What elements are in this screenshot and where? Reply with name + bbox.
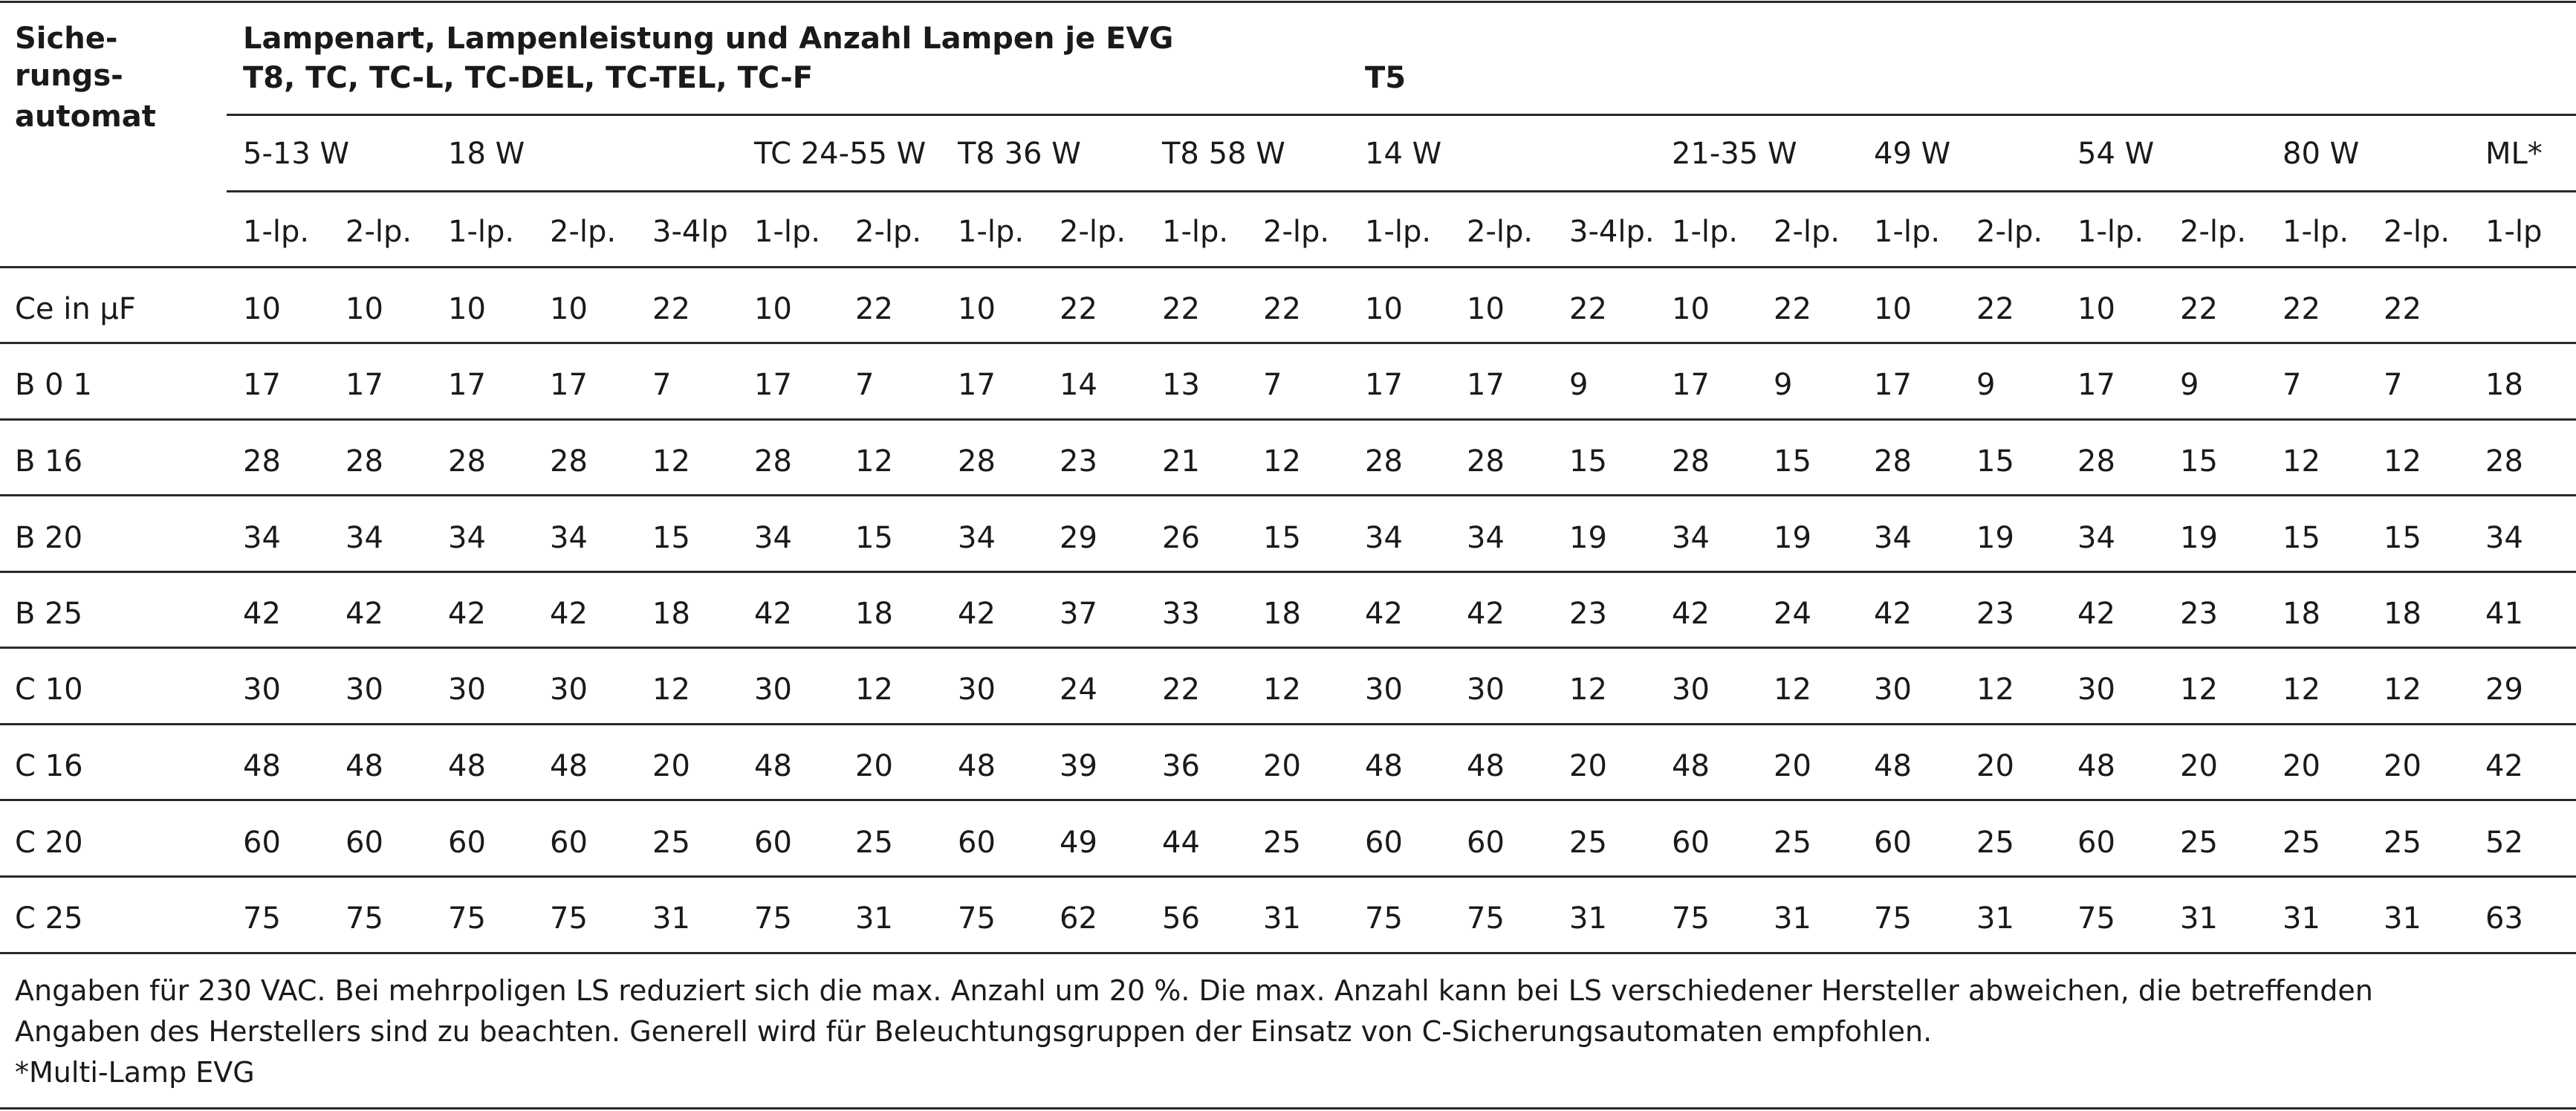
table-cell: 10 [550,292,588,326]
table-cell: 18 [2384,597,2421,631]
lamp-count-header: 2-lp. [2180,215,2247,249]
table-cell: 15 [2384,521,2421,555]
table-cell: 75 [448,901,486,936]
lamp-count-header: 3-4lp. [1569,215,1655,249]
table-cell: 48 [1672,749,1710,783]
table-cell: 13 [1162,368,1200,402]
table-cell: 22 [855,292,893,326]
table-cell: 23 [1060,444,1097,479]
group-header-t8: T8, TC, TC-L, TC-DEL, TC-TEL, TC-F [243,61,814,95]
table-cell: 17 [754,368,792,402]
table-cell: 48 [345,749,383,783]
table-cell: 31 [652,901,690,936]
table-cell: 28 [754,444,792,479]
table-cell: 17 [550,368,588,402]
table-cell: 12 [1263,444,1301,479]
table-cell: 75 [345,901,383,936]
table-cell: 20 [652,749,690,783]
table-cell: 33 [1162,597,1200,631]
table-cell: 48 [958,749,996,783]
table-title: Lampenart, Lampenleistung und Anzahl Lampen je EVG [243,22,1174,56]
table-cell: 7 [1263,368,1282,402]
table-cell: 31 [1263,901,1301,936]
table-cell: 10 [1874,292,1912,326]
table-cell: 34 [2077,521,2115,555]
table-cell: 7 [652,368,672,402]
table-cell: 25 [1976,826,2014,860]
table-cell: 60 [243,826,281,860]
row-label: Ce in µF [15,292,136,326]
rule-top [0,1,2576,3]
table-cell: 15 [2180,444,2218,479]
rule-notes-bottom [0,1107,2576,1110]
table-cell: 41 [2485,597,2523,631]
rule-header-groups [227,114,2576,116]
table-cell: 26 [1162,521,1200,555]
table-cell: 60 [2077,826,2115,860]
table-cell: 42 [448,597,486,631]
lamp-count-header: 2-lp. [345,215,412,249]
row-label: B 25 [15,597,83,631]
table-cell: 42 [243,597,281,631]
table-cell: 42 [958,597,996,631]
table-cell: 48 [550,749,588,783]
table-cell: 12 [2283,673,2320,707]
lamp-count-header: 1-lp. [2077,215,2144,249]
table-cell: 25 [2283,826,2320,860]
table-cell: 10 [448,292,486,326]
table-cell: 15 [1569,444,1607,479]
table-cell: 44 [1162,826,1200,860]
table-cell: 34 [345,521,383,555]
table-cell: 42 [550,597,588,631]
lamp-count-header: 2-lp. [550,215,617,249]
table-cell: 48 [2077,749,2115,783]
table-cell: 12 [1976,673,2014,707]
table-cell: 75 [1365,901,1403,936]
table-cell: 34 [243,521,281,555]
table-cell: 48 [1467,749,1505,783]
table-cell: 17 [1672,368,1710,402]
lamp-count-header: 2-lp. [1774,215,1840,249]
wattage-header: TC 24-55 W [754,137,927,171]
table-cell: 18 [855,597,893,631]
table-cell: 18 [2485,368,2523,402]
table-cell: 14 [1060,368,1097,402]
lamp-count-header: 1-lp. [1365,215,1432,249]
table-cell: 12 [2283,444,2320,479]
table-cell: 25 [2384,826,2421,860]
table-cell: 30 [550,673,588,707]
table-cell: 60 [345,826,383,860]
row-rule [0,723,2576,725]
table-cell: 60 [550,826,588,860]
table-cell: 28 [243,444,281,479]
table-cell: 60 [754,826,792,860]
table-cell: 75 [1874,901,1912,936]
table-cell: 20 [1263,749,1301,783]
table-cell: 75 [550,901,588,936]
table-cell: 28 [2077,444,2115,479]
lamp-count-header: 2-lp. [1976,215,2043,249]
table-cell: 17 [1467,368,1505,402]
table-cell: 20 [1569,749,1607,783]
table-cell: 20 [2384,749,2421,783]
table-cell: 30 [754,673,792,707]
table-cell: 25 [2180,826,2218,860]
table-cell: 56 [1162,901,1200,936]
table-cell: 10 [243,292,281,326]
lamp-count-header: 1-lp [2485,215,2543,249]
table-cell: 42 [345,597,383,631]
lamp-count-header: 1-lp. [243,215,310,249]
table-cell: 9 [1569,368,1589,402]
table-cell: 42 [1467,597,1505,631]
table-cell: 48 [1365,749,1403,783]
lamp-count-header: 1-lp. [754,215,821,249]
table-cell: 10 [2077,292,2115,326]
table-cell: 31 [2180,901,2218,936]
table-cell: 48 [1874,749,1912,783]
table-cell: 60 [958,826,996,860]
table-cell: 22 [1162,292,1200,326]
row-label: C 20 [15,826,83,860]
wattage-header: 54 W [2077,137,2155,171]
table-cell: 36 [1162,749,1200,783]
row-label: B 20 [15,521,83,555]
table-cell: 34 [754,521,792,555]
table-cell: 7 [2384,368,2403,402]
row-rule [0,571,2576,573]
table-cell: 17 [1874,368,1912,402]
table-cell: 22 [1774,292,1811,326]
table-cell: 10 [754,292,792,326]
table-cell: 17 [345,368,383,402]
lamp-count-header: 2-lp. [2384,215,2450,249]
table-cell: 20 [1976,749,2014,783]
table-cell: 12 [1263,673,1301,707]
row-rule [0,875,2576,878]
table-cell: 17 [2077,368,2115,402]
table-cell: 60 [1365,826,1403,860]
table-cell: 31 [2384,901,2421,936]
table-cell: 10 [958,292,996,326]
table-cell: 31 [1976,901,2014,936]
table-cell: 62 [1060,901,1097,936]
table-cell: 29 [1060,521,1097,555]
note-line-3: *Multi-Lamp EVG [15,1056,255,1089]
table-cell: 22 [2283,292,2320,326]
table-cell: 60 [1467,826,1505,860]
table-cell: 34 [550,521,588,555]
table-cell: 30 [2077,673,2115,707]
table-cell: 20 [2180,749,2218,783]
lamp-count-header: 2-lp. [1060,215,1126,249]
table-cell: 21 [1162,444,1200,479]
table-cell: 48 [243,749,281,783]
table-cell: 22 [1569,292,1607,326]
table-cell: 25 [1569,826,1607,860]
table-cell: 22 [1060,292,1097,326]
table-cell: 42 [1672,597,1710,631]
table-cell: 28 [2485,444,2523,479]
row-rule [0,342,2576,344]
table-cell: 23 [1976,597,2014,631]
lamp-count-header: 1-lp. [448,215,515,249]
table-cell: 30 [448,673,486,707]
row-label-header-line-1: Siche- [15,22,118,56]
table-cell: 30 [1874,673,1912,707]
lamp-count-header: 1-lp. [958,215,1025,249]
lamp-count-header: 2-lp. [1263,215,1330,249]
table-cell: 34 [1672,521,1710,555]
note-line-1: Angaben für 230 VAC. Bei mehrpoligen LS reduziert sich die max. Anzahl um 20 %. Die max. Anzahl kann bei LS verschiedener Hersteller abweichen, die betreffenden [15,974,2373,1007]
table-cell: 48 [754,749,792,783]
table-cell: 34 [2485,521,2523,555]
table-cell: 63 [2485,901,2523,936]
table-cell: 9 [1976,368,1996,402]
table-cell: 28 [345,444,383,479]
table-cell: 29 [2485,673,2523,707]
table-cell: 42 [1874,597,1912,631]
table-cell: 17 [958,368,996,402]
table-cell: 18 [652,597,690,631]
table-cell: 30 [958,673,996,707]
table-cell: 25 [1263,826,1301,860]
table-cell: 75 [1672,901,1710,936]
lamp-count-header: 1-lp. [1874,215,1941,249]
table-notes [15,971,2556,1093]
table-cell: 10 [1467,292,1505,326]
table-cell: 31 [1569,901,1607,936]
table-cell: 42 [2485,749,2523,783]
table-cell: 15 [2283,521,2320,555]
table-cell: 37 [1060,597,1097,631]
table-cell: 22 [1976,292,2014,326]
table-cell: 34 [1467,521,1505,555]
table-cell: 12 [2384,673,2421,707]
table-cell: 60 [1672,826,1710,860]
table-cell: 28 [448,444,486,479]
table-cell: 42 [754,597,792,631]
table-cell: 23 [2180,597,2218,631]
row-label: C 16 [15,749,83,783]
table-cell: 7 [855,368,875,402]
table-cell: 28 [550,444,588,479]
table-cell: 34 [1365,521,1403,555]
table-cell: 22 [1263,292,1301,326]
table-cell: 30 [1672,673,1710,707]
row-label: C 25 [15,901,83,936]
table-cell: 75 [958,901,996,936]
table-cell: 25 [855,826,893,860]
table-cell: 12 [2384,444,2421,479]
table-cell: 30 [243,673,281,707]
table-cell: 12 [2180,673,2218,707]
wattage-header: T8 58 W [1162,137,1285,171]
table-cell: 60 [448,826,486,860]
row-label: B 0 1 [15,368,92,402]
table-cell: 12 [1774,673,1811,707]
table-cell: 9 [1774,368,1793,402]
table-cell: 30 [345,673,383,707]
table-cell: 15 [855,521,893,555]
wattage-header: 80 W [2283,137,2360,171]
wattage-header: T8 36 W [958,137,1081,171]
table-cell: 60 [1874,826,1912,860]
table-cell: 17 [1365,368,1403,402]
rule-header-bottom [0,266,2576,268]
row-rule [0,799,2576,801]
table-cell: 20 [855,749,893,783]
row-rule [0,647,2576,649]
table-cell: 10 [345,292,383,326]
table-cell: 22 [2180,292,2218,326]
table-cell: 30 [1365,673,1403,707]
table-cell: 20 [2283,749,2320,783]
table-cell: 9 [2180,368,2199,402]
table-cell: 42 [1365,597,1403,631]
row-rule [0,494,2576,496]
rule-header-wattages [227,190,2576,192]
table-cell: 49 [1060,826,1097,860]
table-cell: 12 [855,673,893,707]
group-header-t5: T5 [1365,61,1407,95]
table-cell: 31 [855,901,893,936]
table-cell: 30 [1467,673,1505,707]
table-cell: 34 [1874,521,1912,555]
table-cell: 75 [1467,901,1505,936]
lamp-count-header: 2-lp. [1467,215,1534,249]
table-cell: 12 [855,444,893,479]
table-cell: 23 [1569,597,1607,631]
table-cell: 39 [1060,749,1097,783]
table-cell: 75 [243,901,281,936]
wattage-header: 14 W [1365,137,1442,171]
table-cell: 18 [2283,597,2320,631]
table-cell: 28 [1874,444,1912,479]
wattage-header: ML* [2485,137,2543,171]
wattage-header: 18 W [448,137,525,171]
wattage-header: 5-13 W [243,137,350,171]
table-cell: 28 [1365,444,1403,479]
table-cell: 25 [1774,826,1811,860]
lamp-count-header: 1-lp. [2283,215,2349,249]
row-label: B 16 [15,444,83,479]
lamp-count-header: 1-lp. [1162,215,1229,249]
table-cell: 20 [1774,749,1811,783]
table-cell: 75 [754,901,792,936]
table-cell: 12 [652,444,690,479]
table-cell: 17 [448,368,486,402]
wattage-header: 49 W [1874,137,1951,171]
table-cell: 22 [1162,673,1200,707]
table-cell: 42 [2077,597,2115,631]
lamp-count-header: 3-4lp [652,215,728,249]
note-line-2: Angaben des Herstellers sind zu beachten. Generell wird für Beleuchtungsgruppen der Einsatz von C-Sicherungsautomaten empfohlen. [15,1015,1933,1048]
table-cell: 12 [652,673,690,707]
table-cell: 15 [1976,444,2014,479]
table-cell: 24 [1774,597,1811,631]
row-label-header-line-2: rungs- [15,59,123,93]
table-cell: 22 [652,292,690,326]
table-cell: 28 [1467,444,1505,479]
table-cell: 31 [1774,901,1811,936]
table-cell: 28 [958,444,996,479]
table-cell: 10 [1365,292,1403,326]
table-cell: 34 [448,521,486,555]
table-cell: 24 [1060,673,1097,707]
table-cell: 31 [2283,901,2320,936]
table-cell: 48 [448,749,486,783]
table-cell: 18 [1263,597,1301,631]
table-cell: 75 [2077,901,2115,936]
table-cell: 10 [1672,292,1710,326]
table-cell: 7 [2283,368,2302,402]
table-cell: 25 [652,826,690,860]
lamp-count-header: 1-lp. [1672,215,1739,249]
table-cell: 15 [1774,444,1811,479]
table-cell: 52 [2485,826,2523,860]
table-cell: 19 [1569,521,1607,555]
row-label-header-line-3: automat [15,100,156,134]
row-rule [0,952,2576,954]
table-cell: 17 [243,368,281,402]
table-cell: 15 [1263,521,1301,555]
table-cell: 19 [2180,521,2218,555]
wattage-header: 21-35 W [1672,137,1797,171]
row-rule [0,418,2576,421]
table-cell: 28 [1672,444,1710,479]
table-cell: 19 [1976,521,2014,555]
table-cell: 22 [2384,292,2421,326]
table-cell: 34 [958,521,996,555]
table-cell: 15 [652,521,690,555]
row-label: C 10 [15,673,83,707]
lamp-count-header: 2-lp. [855,215,922,249]
table-cell: 19 [1774,521,1811,555]
table-cell: 12 [1569,673,1607,707]
